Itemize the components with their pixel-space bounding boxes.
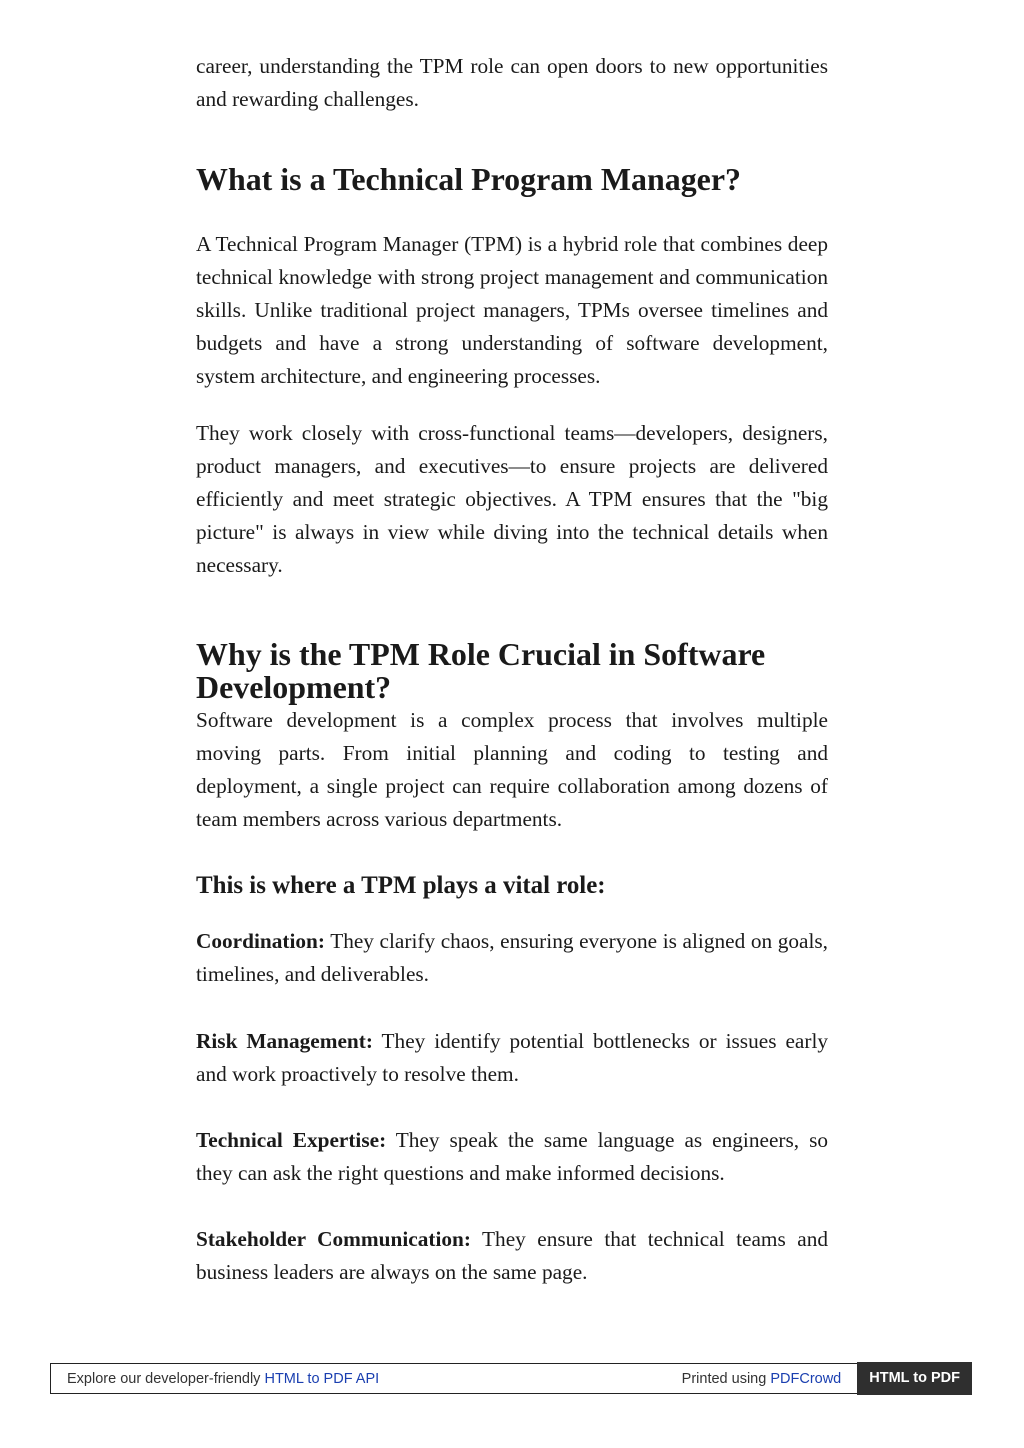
- paragraph-software-complexity: Software development is a complex process that involves multiple moving parts. From initial planning and coding to testing and deployment, a single project can require collaboration among dozens of team members across various departments.: [196, 708, 828, 831]
- section-heading-what-is-tpm: What is a Technical Program Manager?: [196, 162, 741, 197]
- footer-printed-text: Printed using: [681, 1370, 771, 1387]
- text-risk-management: They identify potential bottlenecks or issues early and work proactively to resolve them.: [196, 1029, 829, 1086]
- document-body: [196, 50, 828, 1289]
- list-item-technical-expertise: [196, 1124, 828, 1190]
- term-technical-expertise: Technical Expertise:: [196, 1128, 387, 1152]
- subheading-vital-role: This is where a TPM plays a vital role:: [196, 872, 606, 899]
- list-item-coordination: [196, 925, 828, 991]
- intro-tail-paragraph: career, understanding the TPM role can open doors to new opportunities and rewarding challenges.: [196, 54, 828, 111]
- term-stakeholder-communication: Stakeholder Communication:: [196, 1227, 471, 1251]
- text-stakeholder-communication: They ensure that technical teams and business leaders are always on the same page.: [196, 1227, 828, 1284]
- html-to-pdf-api-link[interactable]: HTML to PDF API: [264, 1370, 380, 1387]
- html-to-pdf-button[interactable]: HTML to PDF: [857, 1362, 972, 1395]
- list-item-stakeholder-communication: [196, 1223, 828, 1289]
- text-technical-expertise: They speak the same language as engineers, so they can ask the right questions and make informed decisions.: [196, 1128, 829, 1185]
- term-coordination: Coordination:: [196, 929, 325, 953]
- footer-printed: [682, 1371, 858, 1387]
- footer-explore-text: Explore our developer-friendly: [67, 1370, 265, 1387]
- paragraph-tpm-definition: A Technical Program Manager (TPM) is a hybrid role that combines deep technical knowledge with strong project management and communication skills. Unlike traditional project managers, TPMs oversee timelines and budgets and have a strong understanding of software development, system architecture, and engineering processes.: [196, 232, 828, 388]
- pdfcrowd-link[interactable]: PDFCrowd: [770, 1370, 842, 1387]
- section-heading-why-crucial: Why is the TPM Role Crucial in Software Development?: [196, 637, 766, 705]
- footer-explore: [51, 1371, 682, 1387]
- list-item-risk-management: [196, 1025, 828, 1091]
- paragraph-tpm-teams: They work closely with cross-functional teams—developers, designers, product managers, and executives—to ensure projects are delivered efficiently and meet strategic objectives. A TPM ensures that the "big picture" is always in view while diving into the technical details when necessary.: [196, 421, 828, 577]
- term-risk-management: Risk Management:: [196, 1029, 373, 1053]
- pdfcrowd-footer-bar: [50, 1363, 972, 1394]
- text-coordination: They clarify chaos, ensuring everyone is aligned on goals, timelines, and deliverables.: [196, 929, 828, 986]
